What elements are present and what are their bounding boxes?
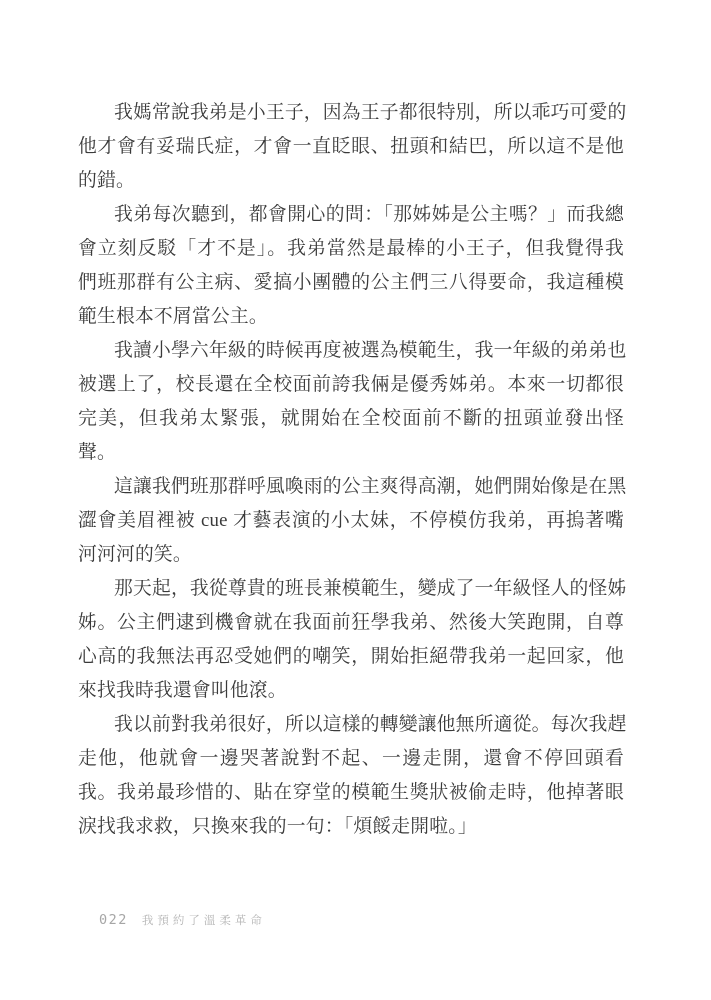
text-line: 那天起，我從尊貴的班長兼模範生，變成了一年級怪人的怪姊: [114, 578, 627, 599]
paragraph: [78, 334, 627, 470]
text-line: 的錯。: [78, 170, 135, 191]
text-line: 澀會美眉裡被 cue 才藝表演的小太妹，不停模仿我弟，再摀著嘴: [78, 510, 624, 531]
text-line: 我弟每次聽到，都會開心的問：「那姊姊是公主嗎？」而我總: [114, 204, 624, 225]
running-title: 我預約了溫柔革命: [141, 913, 266, 927]
text-line: 心高的我無法再忍受她們的嘲笑，開始拒絕帶我弟一起回家，他: [78, 646, 624, 667]
text-line: 們班那群有公主病、愛搞小團體的公主們三八得要命，我這種模: [78, 272, 624, 293]
paragraph: [78, 708, 627, 844]
text-line: 範生根本不屑當公主。: [78, 306, 268, 327]
text-line: 姊。公主們逮到機會就在我面前狂學我弟、然後大笑跑開，自尊: [78, 612, 624, 633]
text-line: 他才會有妥瑞氏症，才會一直眨眼、扭頭和結巴，所以這不是他: [78, 136, 624, 157]
paragraph: [78, 470, 627, 572]
text-line: 我讀小學六年級的時候再度被選為模範生，我一年級的弟弟也: [114, 340, 627, 361]
text-line: 完美，但我弟太緊張，就開始在全校面前不斷的扭頭並發出怪: [78, 408, 624, 429]
paragraph: [78, 96, 627, 198]
text-line: 來找我時我還會叫他滾。: [78, 680, 287, 701]
text-line: 河河河的笑。: [78, 544, 192, 565]
text-line: 這讓我們班那群呼風喚雨的公主爽得高潮，她們開始像是在黑: [114, 476, 627, 497]
text-line: 聲。: [78, 442, 116, 463]
text-block: [78, 96, 627, 844]
paragraph: [78, 198, 624, 334]
text-line: 我以前對我弟很好，所以這樣的轉變讓他無所適從。每次我趕: [114, 714, 627, 735]
text-line: 走他，他就會一邊哭著說對不起、一邊走開，還會不停回頭看: [78, 748, 624, 769]
text-line: 我媽常說我弟是小王子，因為王子都很特別，所以乖巧可愛的: [114, 102, 627, 123]
text-line: 會立刻反駁「才不是」。我弟當然是最棒的小王子，但我覺得我: [78, 238, 624, 259]
page-footer: [99, 912, 266, 928]
text-line: 被選上了，校長還在全校面前誇我倆是優秀姊弟。本來一切都很: [78, 374, 624, 395]
text-line: 我。我弟最珍惜的、貼在穿堂的模範生獎狀被偷走時，他掉著眼: [78, 782, 624, 803]
page-number: 022: [99, 912, 128, 928]
paragraph: [78, 572, 627, 708]
text-line: 淚找我求救，只換來我的一句：「煩餒走開啦。」: [78, 816, 477, 837]
